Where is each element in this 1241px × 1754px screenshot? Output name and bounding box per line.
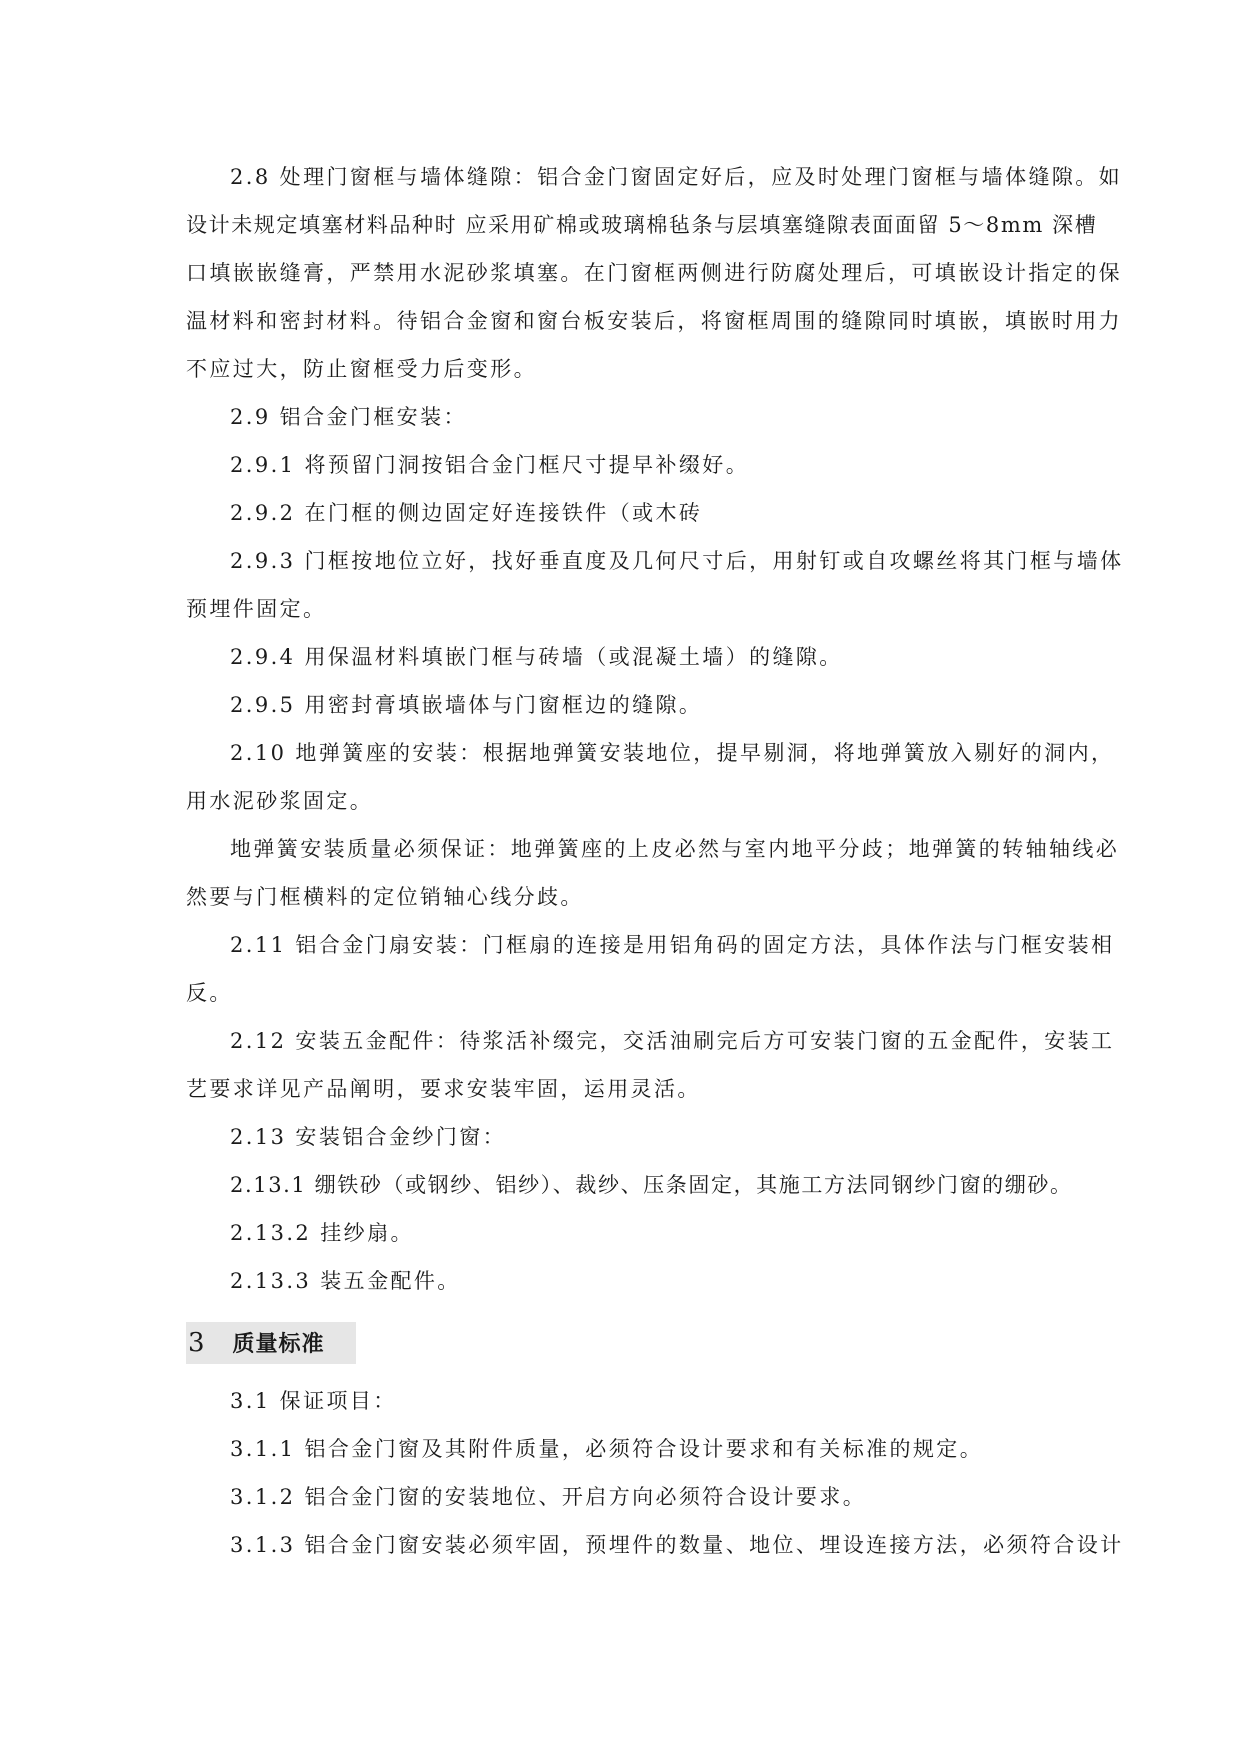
paragraph-line: 2.9.4 用保温材料填嵌门框与砖墙（或混凝土墙）的缝隙。 — [230, 645, 843, 669]
paragraph-line: 3.1.3 铝合金门窗安装必须牢固，预埋件的数量、地位、埋设连接方法，必须符合设计 — [230, 1533, 1124, 1557]
paragraph-line: 2.9 铝合金门框安装： — [230, 405, 467, 429]
paragraph-line: 2.13.3 装五金配件。 — [230, 1269, 461, 1293]
paragraph-line: 2.9.1 将预留门洞按铝合金门框尺寸提早补缀好。 — [230, 453, 750, 477]
paragraph-line: 2.13 安装铝合金纱门窗： — [230, 1125, 507, 1149]
paragraph-line: 2.12 安装五金配件：待浆活补缀完，交活油刷完后方可安装门窗的五金配件，安装工 — [230, 1029, 1115, 1053]
section-heading — [186, 1322, 356, 1364]
paragraph-line: 不应过大，防止窗框受力后变形。 — [186, 357, 537, 381]
paragraph-line: 3.1.1 铝合金门窗及其附件质量，必须符合设计要求和有关标准的规定。 — [230, 1437, 984, 1461]
paragraph-line: 3.1.2 铝合金门窗的安装地位、开启方向必须符合设计要求。 — [230, 1485, 867, 1509]
paragraph-line: 3.1 保证项目： — [230, 1389, 397, 1413]
section-number: 3 — [188, 1328, 205, 1358]
paragraph-line: 预埋件固定。 — [186, 597, 327, 621]
paragraph-line: 2.13.1 绷铁砂（或钢纱、铝纱）、裁纱、压条固定，其施工方法同钢纱门窗的绷砂。 — [230, 1173, 1073, 1197]
paragraph-line: 用水泥砂浆固定。 — [186, 789, 374, 813]
paragraph-line: 口填嵌嵌缝膏，严禁用水泥砂浆填塞。在门窗框两侧进行防腐处理后，可填嵌设计指定的保 — [186, 261, 1122, 285]
paragraph-line: 艺要求详见产品阐明，要求安装牢固，运用灵活。 — [186, 1077, 701, 1101]
paragraph-line: 反。 — [186, 981, 233, 1005]
paragraph-line: 2.9.3 门框按地位立好，找好垂直度及几何尺寸后，用射钉或自攻螺丝将其门框与墙体 — [230, 549, 1124, 573]
paragraph-line: 然要与门框横料的定位销轴心线分歧。 — [186, 885, 584, 909]
paragraph-line: 2.9.2 在门框的侧边固定好连接铁件（或木砖 — [230, 501, 703, 525]
paragraph-line: 2.13.2 挂纱扇。 — [230, 1221, 414, 1245]
section-title: 质量标准 — [232, 1332, 325, 1357]
paragraph-line: 2.8 处理门窗框与墙体缝隙：铝合金门窗固定好后，应及时处理门窗框与墙体缝隙。如 — [230, 165, 1123, 189]
paragraph-line: 2.10 地弹簧座的安装：根据地弹簧安装地位，提早剔洞，将地弹簧放入剔好的洞内， — [230, 741, 1115, 765]
paragraph-line: 设计未规定填塞材料品种时 应采用矿棉或玻璃棉毡条与层填塞缝隙表面面留 5～8mm 深槽 — [186, 213, 1098, 237]
paragraph-line: 2.9.5 用密封膏填嵌墙体与门窗框边的缝隙。 — [230, 693, 703, 717]
paragraph-line: 温材料和密封材料。待铝合金窗和窗台板安装后，将窗框周围的缝隙同时填嵌，填嵌时用力 — [186, 309, 1122, 333]
paragraph-line: 地弹簧安装质量必须保证：地弹簧座的上皮必然与室内地平分歧；地弹簧的转轴轴线必 — [230, 837, 1120, 861]
paragraph-line: 2.11 铝合金门扇安装：门框扇的连接是用铝角码的固定方法，具体作法与门框安装相 — [230, 933, 1115, 957]
